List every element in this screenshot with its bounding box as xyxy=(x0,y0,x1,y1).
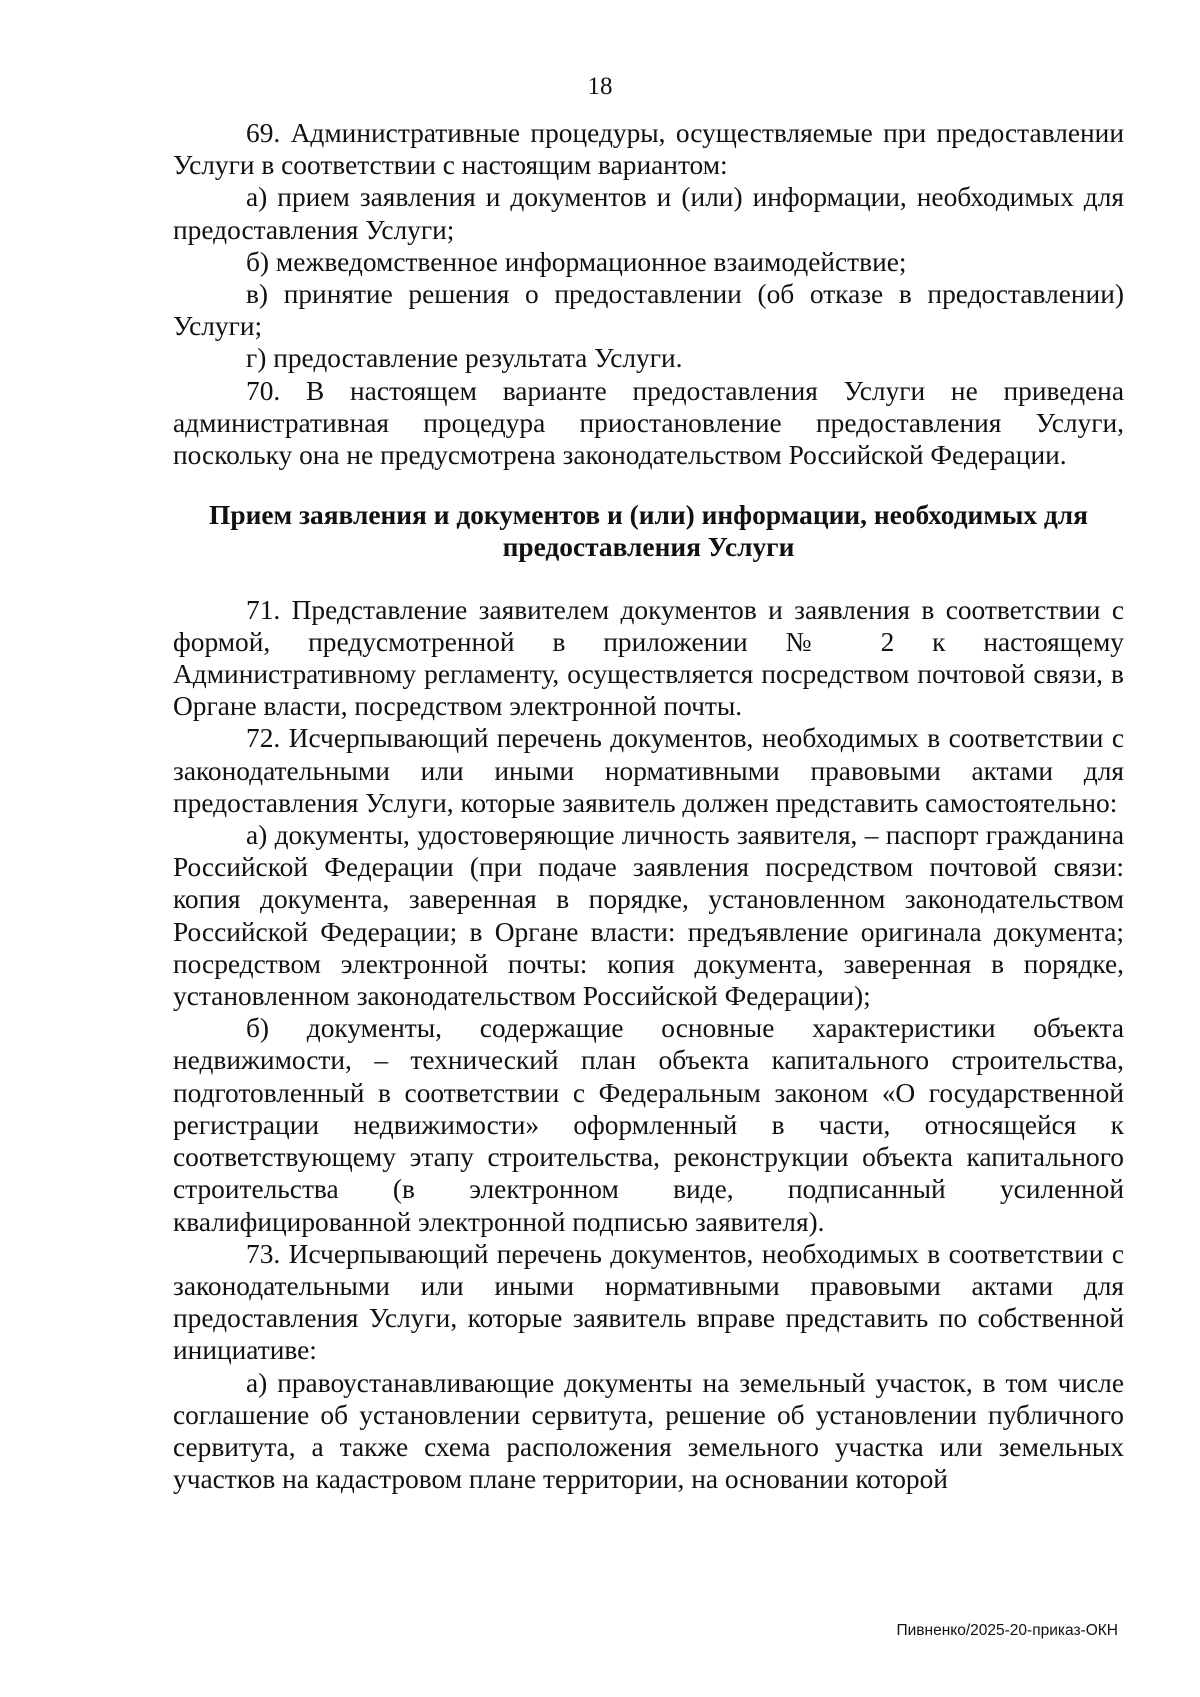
list-item-v: в) принятие решения о предоставлении (об отказе в предоставлении) Услуги; xyxy=(173,279,1124,342)
page-number: 18 xyxy=(587,73,613,100)
paragraph-71: 71. Представление заявителем документов и заявления в соответствии с формой, предусмотренной в приложении № 2 к настоящему Административному регламенту, осуществляется посредством почтовой связи, в Органе власти, посредством электронной почты. xyxy=(173,594,1124,722)
list-item-a: а) прием заявления и документов и (или) информации, необходимых для предоставления Услуги; xyxy=(173,182,1124,245)
paragraph-72-item-a: а) документы, удостоверяющие личность заявителя, – паспорт гражданина Российской Федерации (при подаче заявления посредством почтовой связи: копия документа, заверенная в порядке, установленном законодательством Российской Федерации; в Органе власти: предъявление оригинала документа; посредством электронной почты: копия документа, заверенная в порядке, установленном законодательством Российской Федерации); xyxy=(173,820,1124,1012)
list-item-g: г) предоставление результата Услуги. xyxy=(246,343,683,374)
document-code-footer: Пивненко/2025-20-приказ-ОКН xyxy=(896,1622,1118,1639)
document-body xyxy=(173,117,1124,1495)
section-heading: Прием заявления и документов и (или) информации, необходимых для предоставления Услуги xyxy=(209,500,1088,563)
paragraph-72: 72. Исчерпывающий перечень документов, необходимых в соответствии с законодательными или иными нормативными правовыми актами для предоставления Услуги, которые заявитель должен представить самостоятельно: xyxy=(173,723,1124,818)
paragraph-69: 69. Административные процедуры, осуществляемые при предоставлении Услуги в соответствии с настоящим вариантом: xyxy=(173,118,1124,181)
paragraph-73: 73. Исчерпывающий перечень документов, необходимых в соответствии с законодательными или иными нормативными правовыми актами для предоставления Услуги, которые заявитель вправе представить по собственной инициативе: xyxy=(173,1238,1124,1366)
paragraph-70: 70. В настоящем варианте предоставления Услуги не приведена административная процедура приостановление предоставления Услуги, поскольку она не предусмотрена законодательством Российской Федерации. xyxy=(173,375,1124,471)
paragraph-73-item-a: а) правоустанавливающие документы на земельный участок, в том числе соглашение об установлении сервитута, решение об установлении публичного сервитута, а также схема расположения земельного участка или земельных участков на кадастровом плане территории, на основании которой xyxy=(173,1367,1124,1495)
paragraph-72-item-b: б) документы, содержащие основные характеристики объекта недвижимости, – технический план объекта капитального строительства, подготовленный в соответствии с Федеральным законом «О государственной регистрации недвижимости» оформленный в части, относящейся к соответствующему этапу строительства, реконструкции объекта капитального строительства (в электронном виде, подписанный усиленной квалифицированной электронной подписью заявителя). xyxy=(173,1013,1124,1237)
list-item-b: б) межведомственное информационное взаимодействие; xyxy=(246,246,907,277)
